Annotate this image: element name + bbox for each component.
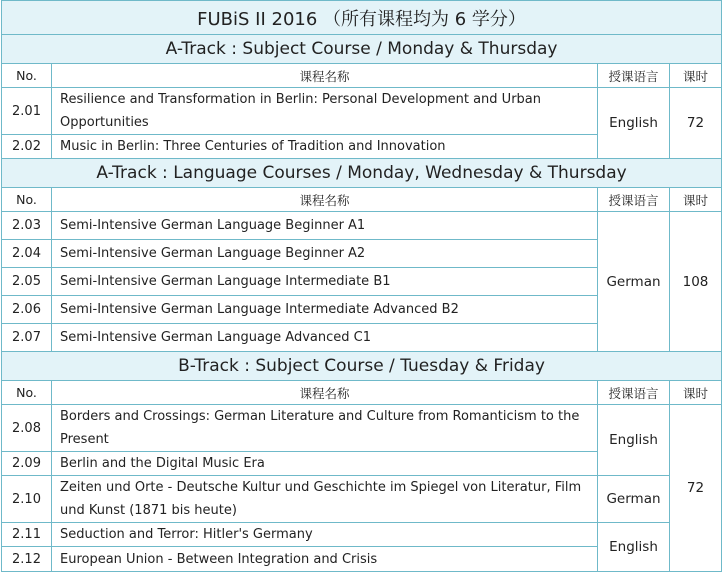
section-row xyxy=(2,35,722,64)
header-row xyxy=(2,188,722,212)
course-no: 2.09 xyxy=(2,452,52,476)
course-no: 2.05 xyxy=(2,268,52,296)
course-name: Berlin and the Digital Music Era xyxy=(52,452,598,476)
course-name: Semi-Intensive German Language Beginner A2 xyxy=(52,240,598,268)
header-no: No. xyxy=(2,188,52,212)
course-name: Semi-Intensive German Language Advanced C1 xyxy=(52,324,598,352)
course-table xyxy=(1,0,722,572)
course-language: German xyxy=(598,476,670,523)
course-no: 2.08 xyxy=(2,405,52,452)
course-language: English xyxy=(598,523,670,572)
course-no: 2.11 xyxy=(2,523,52,547)
course-no: 2.04 xyxy=(2,240,52,268)
course-name: Semi-Intensive German Language Intermediate Advanced B2 xyxy=(52,296,598,324)
table-row xyxy=(2,88,722,135)
course-language: German xyxy=(598,212,670,352)
header-no: No. xyxy=(2,381,52,405)
course-no: 2.02 xyxy=(2,135,52,159)
course-name: Zeiten und Orte - Deutsche Kultur und Geschichte im Spiegel von Literatur, Film und Kunst (1871 bis heute) xyxy=(52,476,598,523)
table-title: FUBiS II 2016 （所有课程均为 6 学分） xyxy=(2,1,722,35)
header-name: 课程名称 xyxy=(52,188,598,212)
header-hours: 课时 xyxy=(670,64,722,88)
table-row xyxy=(2,476,722,523)
section-title: B-Track : Subject Course / Tuesday & Friday xyxy=(2,352,722,381)
course-no: 2.12 xyxy=(2,547,52,572)
course-name: Music in Berlin: Three Centuries of Tradition and Innovation xyxy=(52,135,598,159)
header-row xyxy=(2,381,722,405)
title-row xyxy=(2,1,722,35)
course-no: 2.03 xyxy=(2,212,52,240)
course-hours: 72 xyxy=(670,88,722,159)
course-hours: 108 xyxy=(670,212,722,352)
header-name: 课程名称 xyxy=(52,64,598,88)
header-language: 授课语言 xyxy=(598,188,670,212)
header-no: No. xyxy=(2,64,52,88)
course-name: Resilience and Transformation in Berlin: Personal Development and Urban Opportunities xyxy=(52,88,598,135)
course-language: English xyxy=(598,88,670,159)
section-title: A-Track : Subject Course / Monday & Thursday xyxy=(2,35,722,64)
header-name: 课程名称 xyxy=(52,381,598,405)
table-row xyxy=(2,523,722,547)
course-no: 2.01 xyxy=(2,88,52,135)
course-name: Semi-Intensive German Language Beginner A1 xyxy=(52,212,598,240)
course-name: European Union - Between Integration and Crisis xyxy=(52,547,598,572)
course-name: Borders and Crossings: German Literature and Culture from Romanticism to the Present xyxy=(52,405,598,452)
header-language: 授课语言 xyxy=(598,381,670,405)
course-hours: 72 xyxy=(670,405,722,572)
course-no: 2.10 xyxy=(2,476,52,523)
header-hours: 课时 xyxy=(670,188,722,212)
section-title: A-Track : Language Courses / Monday, Wednesday & Thursday xyxy=(2,159,722,188)
section-row xyxy=(2,352,722,381)
course-name: Seduction and Terror: Hitler's Germany xyxy=(52,523,598,547)
course-language: English xyxy=(598,405,670,476)
table-row xyxy=(2,405,722,452)
course-no: 2.06 xyxy=(2,296,52,324)
header-row xyxy=(2,64,722,88)
table-row xyxy=(2,212,722,240)
section-row xyxy=(2,159,722,188)
course-name: Semi-Intensive German Language Intermediate B1 xyxy=(52,268,598,296)
course-no: 2.07 xyxy=(2,324,52,352)
header-hours: 课时 xyxy=(670,381,722,405)
header-language: 授课语言 xyxy=(598,64,670,88)
